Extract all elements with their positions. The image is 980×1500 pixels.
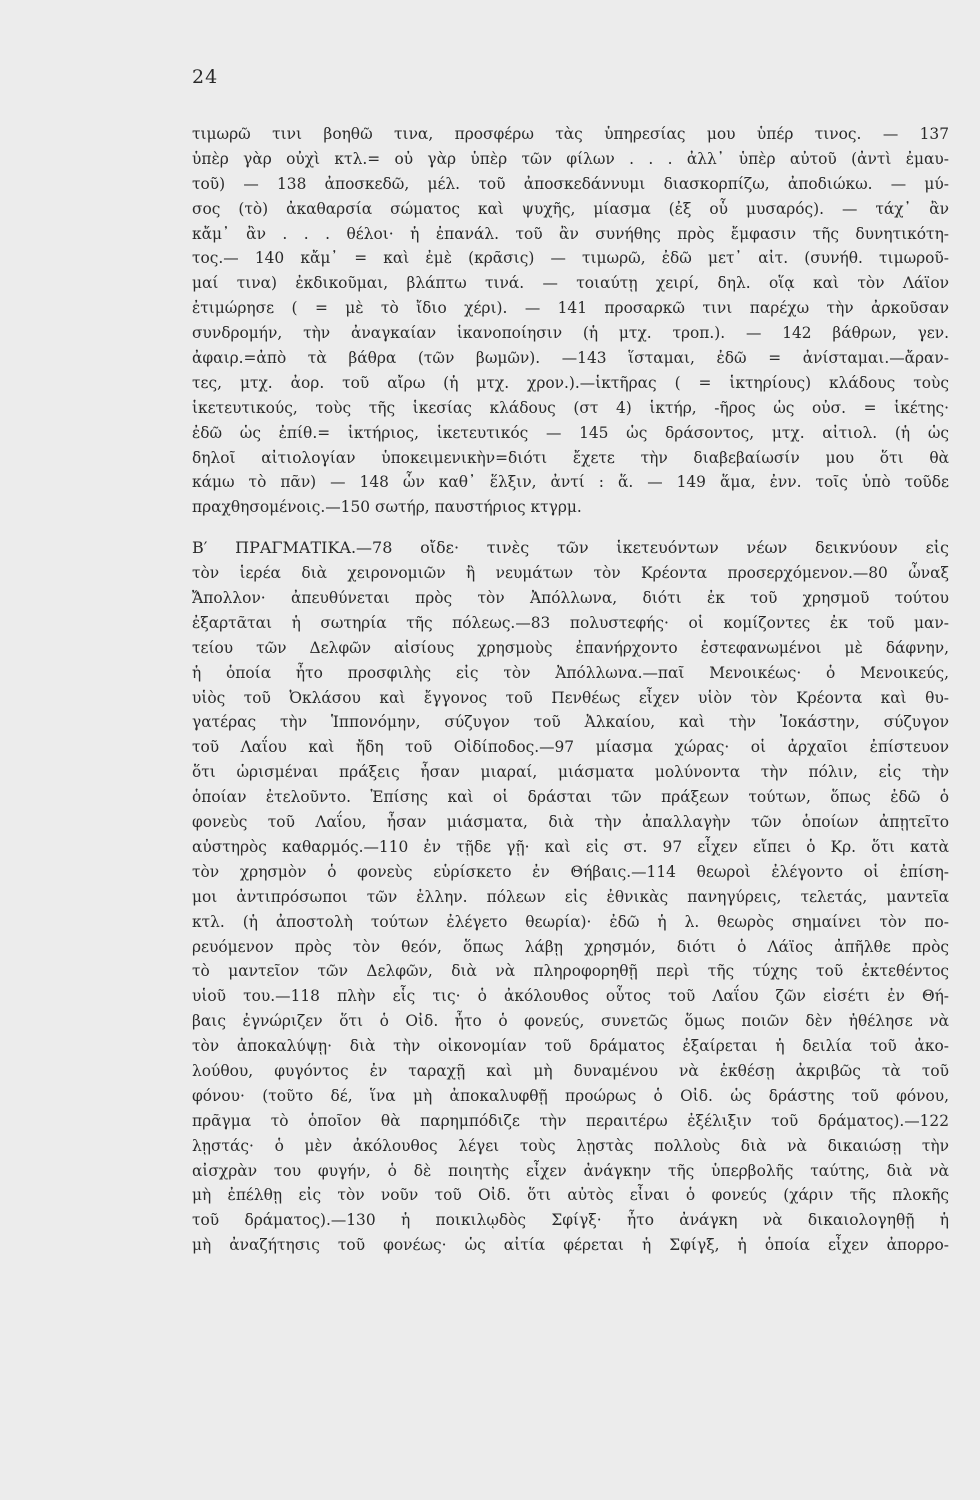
text-line: τὸν χρησμὸν ὁ φονεὺς εὑρίσκετο ἐν Θήβαις.—114 θεωροὶ ἐλέγοντο οἱ ἐπίση-: [192, 862, 949, 881]
text-line: μὴ ἐπέλθῃ εἰς τὸν νοῦν τοῦ Οἰδ. ὅτι αὐτὸς εἶναι ὁ φονεύς (χάριν τῆς πλοκῆς: [192, 1186, 949, 1205]
text-line: γατέρας τὴν Ἱππονόμην, σύζυγον τοῦ Ἀλκαίου, καὶ τὴν Ἰοκάστην, σύζυγον: [192, 713, 949, 732]
text-line: ἱκετευτικούς, τοὺς τῆς ἱκεσίας κλάδους (στ 4) ἱκτήρ, -ῆρος ὡς οὐσ. = ἱκέτης·: [192, 398, 949, 417]
text-line: λούθου, φυγόντος ἐν ταραχῇ καὶ μὴ δυναμένου νὰ ἐκθέσῃ ἀκριβῶς τὰ τοῦ: [192, 1061, 949, 1080]
text-line: βαις ἐγνώριζεν ὅτι ὁ Οἰδ. ἦτο ὁ φονεύς, συνετῶς ὅμως ποιῶν δὲν ἠθέλησε νὰ: [192, 1012, 949, 1031]
section-heading-line: Β′ ΠΡΑΓΜΑΤΙΚΑ.—78 οἴδε· τινὲς τῶν ἱκετευόντων νέων δεικνύουν εἰς: [192, 538, 949, 558]
text-line: ἡ ὁποία ἦτο προσφιλὴς εἰς τὸν Ἀπόλλωνα.—παῖ Μενοικέως· ὁ Μενοικεύς,: [192, 663, 949, 682]
text-line: ρευόμενον πρὸς τὸν θεόν, ὅπως λάβῃ χρησμόν, διότι ὁ Λάϊος ἀπῆλθε πρὸς: [192, 937, 949, 956]
text-line: υἱὸς τοῦ Ὀκλάσου καὶ ἔγγονος τοῦ Πενθέως εἶχεν υἱὸν τὸν Κρέοντα καὶ θυ-: [192, 688, 949, 707]
text-line: συνδρομήν, τὴν ἀναγκαίαν ἱκανοποίησιν (ἡ μτχ. τροπ.). — 142 βάθρων, γεν.: [192, 324, 949, 343]
text-line: τείου τῶν Δελφῶν αἰσίους χρησμοὺς ἐπανήρχοντο ἐστεφανωμένοι μὲ δάφνην,: [192, 638, 949, 657]
text-line: ἐξαρτᾶται ἡ σωτηρία τῆς πόλεως.—83 πολυστεφής· οἱ κομίζοντες ἐκ τοῦ μαν-: [192, 613, 949, 632]
text-line: φονεὺς τοῦ Λαΐου, ἦσαν μιάσματα, διὰ τὴν ἀπαλλαγὴν τῶν ὁποίων ἀπῃτεῖτο: [192, 813, 949, 832]
text-line: τὸν ἱερέα διὰ χειρονομιῶν ἢ νευμάτων τὸν Κρέοντα προσερχόμενον.—80 ὦναξ: [192, 564, 949, 583]
text-line: αὐστηρὸς καθαρμός.—110 ἐν τῇδε γῇ· καὶ εἰς στ. 97 εἶχεν εἴπει ὁ Κρ. ὅτι κατὰ: [192, 837, 949, 856]
text-line: αἰσχρὰν του φυγήν, ὁ δὲ ποιητὴς εἶχεν ἀνάγκην τῆς ὑπερβολῆς ταύτης, διὰ νὰ: [192, 1161, 949, 1180]
text-line: ὑπὲρ γὰρ οὐχὶ κτλ.= οὐ γὰρ ὑπὲρ τῶν φίλων . . . ἀλλ᾿ ὑπὲρ αὐτοῦ (ἀντὶ ἐμαυ-: [192, 149, 949, 168]
text-line: Ἄπολλον· ἀπευθύνεται πρὸς τὸν Ἀπόλλωνα, διότι ἐκ τοῦ χρησμοῦ τούτου: [192, 589, 949, 608]
text-line: πραχθησομένοις.—150 σωτήρ, παυστήριος κτγρμ.: [192, 498, 582, 517]
text-line: κτλ. (ἡ ἀποστολὴ τούτων ἐλέγετο θεωρία)· ἐδῶ ἡ λ. θεωρὸς σημαίνει τὸν πο-: [192, 912, 949, 931]
text-line: πρᾶγμα τὸ ὁποῖον θὰ παρημπόδιζε τὴν περαιτέρω ἐξέλιξιν τοῦ δράματος).—122: [192, 1111, 949, 1130]
text-line: μοι ἀντιπρόσωποι τῶν ἑλλην. πόλεων εἰς ἐθνικὰς πανηγύρεις, τελετάς, μαντεῖα: [192, 887, 949, 906]
text-line: ὁποίαν ἐτελοῦντο. Ἐπίσης καὶ οἱ δράσται τῶν πράξεων τούτων, ὅπως ἐδῶ ὁ: [192, 788, 949, 807]
text-line: τοῦ Λαΐου καὶ ἤδη τοῦ Οἰδίποδος.—97 μίασμα χώρας· οἱ ἀρχαῖοι ἐπίστευον: [192, 738, 949, 757]
text-line: σος (τὸ) ἀκαθαρσία σώματος καὶ ψυχῆς, μίασμα (ἐξ οὗ μυσαρός). — τάχ᾿ ἂν: [192, 199, 949, 218]
text-line: υἱοῦ του.—118 πλὴν εἷς τις· ὁ ἀκόλουθος οὗτος τοῦ Λαΐου ζῶν εἰσέτι ἐν Θή-: [192, 987, 949, 1006]
commentary-text: [192, 122, 949, 1258]
text-line: κἄμ᾿ ἂν . . . θέλοι· ἡ ἐπανάλ. τοῦ ἂν συνήθης πρὸς ἔμφασιν τῆς δυνητικότη-: [192, 224, 949, 243]
text-line: ἐτιμώρησε ( = μὲ τὸ ἴδιο χέρι). — 141 προσαρκῶ τινι παρέχω τὴν ἀρκοῦσαν: [192, 299, 949, 318]
text-line: τὸν ἀποκαλύψῃ· διὰ τὴν οἰκονομίαν τοῦ δράματος ἐξαίρεται ἡ δειλία τοῦ ἀκο-: [192, 1037, 949, 1056]
text-line: λῃστάς· ὁ μὲν ἀκόλουθος λέγει τοὺς λῃστὰς πολλοὺς διὰ νὰ δικαιώσῃ τὴν: [192, 1136, 949, 1155]
text-line: μαί τινα) ἐκδικοῦμαι, βλάπτω τινά. — τοιαύτῃ χειρί, δηλ. οἵᾳ καὶ τὸν Λάϊον: [192, 274, 949, 293]
text-line: ἐδῶ ὡς ἐπίθ.= ἱκτήριος, ἱκετευτικός — 145 ὡς δράσοντος, μτχ. αἰτιολ. (ἡ ὡς: [192, 423, 949, 442]
text-line: κάμω τὸ πᾶν) — 148 ὧν καθ᾿ ἕλξιν, ἀντί : ἅ. — 149 ἅμα, ἐνν. τοῖς ὑπὸ τοῦδε: [192, 473, 949, 492]
page-number: 24: [192, 66, 219, 88]
text-line: τοῦ δράματος).—130 ἡ ποικιλῳδὸς Σφίγξ· ἦτο ἀνάγκη νὰ δικαιολογηθῇ ἡ: [192, 1211, 949, 1230]
text-line: δηλοῖ αἰτιολογίαν ὑποκειμενικὴν=διότι ἔχετε τὴν διαβεβαίωσίν μου ὅτι θὰ: [192, 448, 949, 467]
text-line: τες, μτχ. ἀορ. τοῦ αἴρω (ἡ μτχ. χρον.).—ἱκτῆρας ( = ἱκτηρίους) κλάδους τοὺς: [192, 373, 949, 392]
text-line: φόνου· (τοῦτο δέ, ἵνα μὴ ἀποκαλυφθῇ προώρως ὁ Οἰδ. ὡς δράστης τοῦ φόνου,: [192, 1086, 949, 1105]
text-line: μὴ ἀναζήτησις τοῦ φονέως· ὡς αἰτία φέρεται ἡ Σφίγξ, ἡ ὁποία εἶχεν ἀπορρο-: [192, 1236, 949, 1255]
text-line: τος.— 140 κἄμ᾿ = καὶ ἐμὲ (κρᾶσις) — τιμωρῶ, ἐδῶ μετ᾿ αἰτ. (συνήθ. τιμωροῦ-: [192, 249, 949, 268]
section-gap: [192, 520, 949, 536]
text-line: τιμωρῶ τινι βοηθῶ τινα, προσφέρω τὰς ὑπηρεσίας μου ὑπέρ τινος. — 137: [192, 125, 949, 143]
text-line: ὅτι ὡρισμέναι πράξεις ἦσαν μιαραί, μιάσματα μολύνοντα τὴν πόλιν, εἰς τὴν: [192, 763, 949, 782]
text-line: ἀφαιρ.=ἀπὸ τὰ βάθρα (τῶν βωμῶν). —143 ἵσταμαι, ἐδῶ = ἀνίσταμαι.—ἄραν-: [192, 349, 949, 368]
text-line: τὸ μαντεῖον τῶν Δελφῶν, διὰ νὰ πληροφορηθῇ περὶ τῆς τύχης τοῦ ἐκτεθέντος: [192, 962, 949, 981]
text-line: τοῦ) — 138 ἀποσκεδῶ, μέλ. τοῦ ἀποσκεδάννυμι διασκορπίζω, ἀποδιώκω. — μύ-: [192, 174, 949, 193]
